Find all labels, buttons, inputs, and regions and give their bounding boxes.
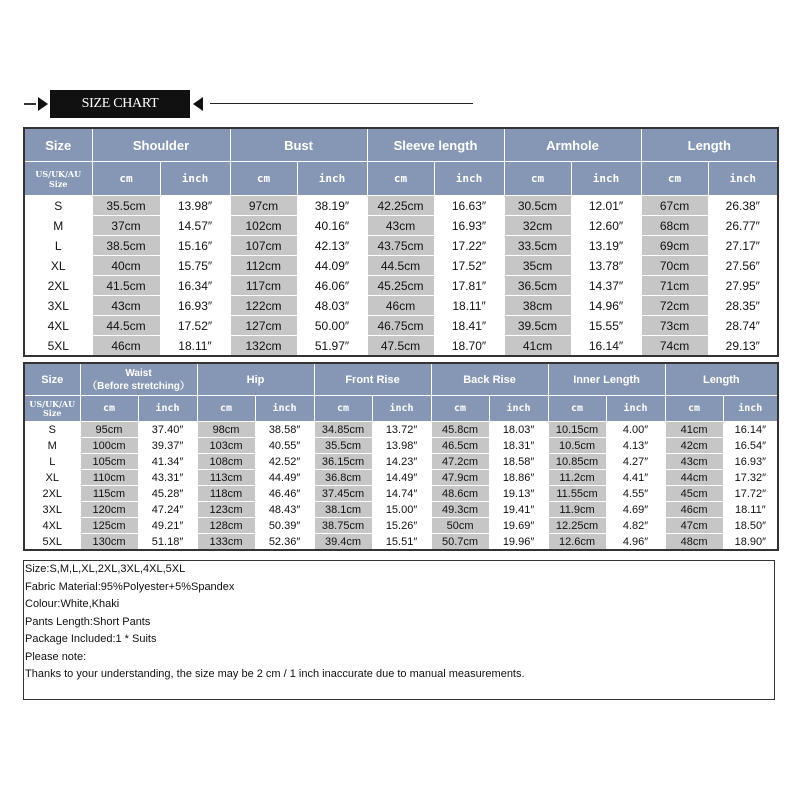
cm-cell: 35.5cm — [314, 438, 372, 454]
size-region-header — [24, 396, 80, 422]
cm-cell: 37.45cm — [314, 486, 372, 502]
inch-cell: 46.06″ — [297, 276, 367, 296]
inch-cell: 4.27″ — [606, 454, 665, 470]
top-header-row — [24, 128, 778, 162]
inch-cell: 51.18″ — [138, 534, 197, 551]
inch-cell: 16.93″ — [723, 454, 778, 470]
cm-cell: 117cm — [230, 276, 297, 296]
inch-cell: 38.58″ — [255, 422, 314, 438]
header-armhole: Armhole — [504, 128, 641, 162]
inch-cell: 47.24″ — [138, 502, 197, 518]
inch-cell: 46.46″ — [255, 486, 314, 502]
inch-cell: 4.69″ — [606, 502, 665, 518]
cm-cell: 113cm — [197, 470, 255, 486]
size-cell: L — [24, 454, 80, 470]
unit-inch: inch — [571, 162, 641, 196]
inch-cell: 40.16″ — [297, 216, 367, 236]
size-region-label: US/UK/AU — [29, 398, 76, 409]
inch-cell: 17.32″ — [723, 470, 778, 486]
cm-cell: 38cm — [504, 296, 571, 316]
inch-cell: 4.96″ — [606, 534, 665, 551]
table-row — [24, 236, 778, 256]
header-shoulder: Shoulder — [92, 128, 230, 162]
unit-cm: cm — [431, 396, 489, 422]
inch-cell: 42.13″ — [297, 236, 367, 256]
note-package: Package Included:1 * Suits — [25, 633, 157, 645]
header-waist-note: （Before stretching） — [87, 380, 190, 392]
inch-cell: 15.16″ — [160, 236, 230, 256]
inch-cell: 12.60″ — [571, 216, 641, 236]
cm-cell: 47.5cm — [367, 336, 434, 357]
banner-left-dash — [24, 103, 36, 105]
inch-cell: 15.51″ — [372, 534, 431, 551]
cm-cell: 40cm — [92, 256, 160, 276]
inch-cell: 18.11″ — [160, 336, 230, 357]
cm-cell: 46.75cm — [367, 316, 434, 336]
cm-cell: 33.5cm — [504, 236, 571, 256]
cm-cell: 36.15cm — [314, 454, 372, 470]
table-row — [24, 470, 778, 486]
cm-cell: 39.4cm — [314, 534, 372, 551]
cm-cell: 107cm — [230, 236, 297, 256]
inch-cell: 16.34″ — [160, 276, 230, 296]
size-cell: L — [24, 236, 92, 256]
cm-cell: 50.7cm — [431, 534, 489, 551]
cm-cell: 32cm — [504, 216, 571, 236]
cm-cell: 41cm — [504, 336, 571, 357]
size-cell: 4XL — [24, 518, 80, 534]
cm-cell: 46.5cm — [431, 438, 489, 454]
banner-title: SIZE CHART — [50, 90, 190, 118]
inch-cell: 18.03″ — [489, 422, 548, 438]
table-row — [24, 316, 778, 336]
cm-cell: 47cm — [665, 518, 723, 534]
inch-cell: 13.19″ — [571, 236, 641, 256]
cm-cell: 46cm — [665, 502, 723, 518]
top-size-table — [23, 127, 779, 357]
cm-cell: 100cm — [80, 438, 138, 454]
size-cell: 5XL — [24, 534, 80, 551]
inch-cell: 17.81″ — [434, 276, 504, 296]
inch-cell: 17.52″ — [434, 256, 504, 276]
cm-cell: 43cm — [367, 216, 434, 236]
cm-cell: 72cm — [641, 296, 708, 316]
size-region-label: US/UK/AU — [35, 168, 82, 179]
note-pants-length: Pants Length:Short Pants — [25, 615, 151, 628]
table-row — [24, 454, 778, 470]
inch-cell: 4.00″ — [606, 422, 665, 438]
cm-cell: 123cm — [197, 502, 255, 518]
unit-inch: inch — [297, 162, 367, 196]
cm-cell: 39.5cm — [504, 316, 571, 336]
size-cell: S — [24, 196, 92, 216]
note-accuracy: Thanks to your understanding, the size may be 2 cm / 1 inch inaccurate due to manual measurements. — [25, 668, 525, 680]
header-length: Length — [641, 128, 778, 162]
cm-cell: 122cm — [230, 296, 297, 316]
cm-cell: 12.25cm — [548, 518, 606, 534]
size-cell: M — [24, 216, 92, 236]
table-row — [24, 196, 778, 216]
inch-cell: 50.39″ — [255, 518, 314, 534]
inch-cell: 48.43″ — [255, 502, 314, 518]
inch-cell: 16.14″ — [723, 422, 778, 438]
size-cell: 3XL — [24, 296, 92, 316]
inch-cell: 15.00″ — [372, 502, 431, 518]
header-waist-label: Waist — [125, 367, 152, 379]
cm-cell: 48.6cm — [431, 486, 489, 502]
inch-cell: 19.96″ — [489, 534, 548, 551]
inch-cell: 42.52″ — [255, 454, 314, 470]
cm-cell: 103cm — [197, 438, 255, 454]
inch-cell: 15.75″ — [160, 256, 230, 276]
unit-inch: inch — [138, 396, 197, 422]
inch-cell: 18.11″ — [434, 296, 504, 316]
cm-cell: 108cm — [197, 454, 255, 470]
cm-cell: 45cm — [665, 486, 723, 502]
bottom-unit-row — [24, 396, 778, 422]
cm-cell: 42.25cm — [367, 196, 434, 216]
header-size: Size — [24, 363, 80, 396]
header-length: Length — [665, 363, 778, 396]
cm-cell: 11.9cm — [548, 502, 606, 518]
table-row — [24, 296, 778, 316]
cm-cell: 38.5cm — [92, 236, 160, 256]
cm-cell: 43cm — [665, 454, 723, 470]
cm-cell: 97cm — [230, 196, 297, 216]
unit-inch: inch — [489, 396, 548, 422]
inch-cell: 19.41″ — [489, 502, 548, 518]
header-sleeve-length: Sleeve length — [367, 128, 504, 162]
table-row — [24, 502, 778, 518]
cm-cell: 36.8cm — [314, 470, 372, 486]
header-waist — [80, 363, 197, 396]
inch-cell: 18.90″ — [723, 534, 778, 551]
inch-cell: 19.13″ — [489, 486, 548, 502]
inch-cell: 40.55″ — [255, 438, 314, 454]
cm-cell: 71cm — [641, 276, 708, 296]
inch-cell: 13.98″ — [160, 196, 230, 216]
unit-cm: cm — [197, 396, 255, 422]
inch-cell: 29.13″ — [708, 336, 778, 357]
cm-cell: 118cm — [197, 486, 255, 502]
inch-cell: 51.97″ — [297, 336, 367, 357]
product-notes — [23, 560, 775, 700]
inch-cell: 28.74″ — [708, 316, 778, 336]
inch-cell: 4.13″ — [606, 438, 665, 454]
size-cell: XL — [24, 256, 92, 276]
unit-cm: cm — [230, 162, 297, 196]
bottom-header-row — [24, 363, 778, 396]
inch-cell: 16.54″ — [723, 438, 778, 454]
inch-cell: 26.77″ — [708, 216, 778, 236]
table-row — [24, 422, 778, 438]
inch-cell: 18.50″ — [723, 518, 778, 534]
table-row — [24, 276, 778, 296]
table-row — [24, 256, 778, 276]
table-row — [24, 486, 778, 502]
cm-cell: 41.5cm — [92, 276, 160, 296]
unit-cm: cm — [367, 162, 434, 196]
unit-cm: cm — [504, 162, 571, 196]
cm-cell: 47.2cm — [431, 454, 489, 470]
inch-cell: 18.70″ — [434, 336, 504, 357]
cm-cell: 46cm — [367, 296, 434, 316]
unit-inch: inch — [606, 396, 665, 422]
cm-cell: 50cm — [431, 518, 489, 534]
note-fabric: Fabric Material:95%Polyester+5%Spandex — [25, 580, 235, 593]
unit-inch: inch — [160, 162, 230, 196]
inch-cell: 14.74″ — [372, 486, 431, 502]
cm-cell: 44.5cm — [367, 256, 434, 276]
cm-cell: 30.5cm — [504, 196, 571, 216]
cm-cell: 36.5cm — [504, 276, 571, 296]
top-table-body — [24, 196, 778, 357]
inch-cell: 27.56″ — [708, 256, 778, 276]
inch-cell: 48.03″ — [297, 296, 367, 316]
inch-cell: 13.72″ — [372, 422, 431, 438]
inch-cell: 14.96″ — [571, 296, 641, 316]
inch-cell: 18.11″ — [723, 502, 778, 518]
inch-cell: 41.34″ — [138, 454, 197, 470]
cm-cell: 45.8cm — [431, 422, 489, 438]
bottom-size-table — [23, 362, 779, 551]
inch-cell: 4.55″ — [606, 486, 665, 502]
inch-cell: 27.17″ — [708, 236, 778, 256]
note-sizes: Size:S,M,L,XL,2XL,3XL,4XL,5XL — [25, 563, 186, 575]
size-cell: 2XL — [24, 486, 80, 502]
inch-cell: 18.58″ — [489, 454, 548, 470]
banner-right-line — [210, 103, 473, 104]
unit-cm: cm — [92, 162, 160, 196]
inch-cell: 16.93″ — [434, 216, 504, 236]
inch-cell: 49.21″ — [138, 518, 197, 534]
table-row — [24, 438, 778, 454]
banner-right-arrow — [193, 97, 203, 111]
cm-cell: 46cm — [92, 336, 160, 357]
inch-cell: 44.49″ — [255, 470, 314, 486]
unit-inch: inch — [434, 162, 504, 196]
header-size: Size — [24, 128, 92, 162]
inch-cell: 12.01″ — [571, 196, 641, 216]
inch-cell: 16.14″ — [571, 336, 641, 357]
inch-cell: 13.78″ — [571, 256, 641, 276]
cm-cell: 49.3cm — [431, 502, 489, 518]
unit-cm: cm — [80, 396, 138, 422]
cm-cell: 37cm — [92, 216, 160, 236]
cm-cell: 98cm — [197, 422, 255, 438]
unit-cm: cm — [641, 162, 708, 196]
cm-cell: 74cm — [641, 336, 708, 357]
cm-cell: 110cm — [80, 470, 138, 486]
cm-cell: 38.1cm — [314, 502, 372, 518]
cm-cell: 102cm — [230, 216, 297, 236]
cm-cell: 42cm — [665, 438, 723, 454]
inch-cell: 4.41″ — [606, 470, 665, 486]
cm-cell: 69cm — [641, 236, 708, 256]
header-back-rise: Back Rise — [431, 363, 548, 396]
inch-cell: 43.31″ — [138, 470, 197, 486]
cm-cell: 10.15cm — [548, 422, 606, 438]
unit-cm: cm — [548, 396, 606, 422]
inch-cell: 14.49″ — [372, 470, 431, 486]
cm-cell: 44.5cm — [92, 316, 160, 336]
inch-cell: 15.55″ — [571, 316, 641, 336]
cm-cell: 11.55cm — [548, 486, 606, 502]
size-region-sublabel: Size — [49, 178, 68, 189]
cm-cell: 38.75cm — [314, 518, 372, 534]
size-cell: 5XL — [24, 336, 92, 357]
table-row — [24, 534, 778, 551]
inch-cell: 18.41″ — [434, 316, 504, 336]
header-bust: Bust — [230, 128, 367, 162]
top-unit-row — [24, 162, 778, 196]
cm-cell: 44cm — [665, 470, 723, 486]
table-row — [24, 518, 778, 534]
cm-cell: 48cm — [665, 534, 723, 551]
note-colour: Colour:White,Khaki — [25, 598, 120, 610]
size-region-header — [24, 162, 92, 196]
cm-cell: 125cm — [80, 518, 138, 534]
size-cell: 4XL — [24, 316, 92, 336]
cm-cell: 41cm — [665, 422, 723, 438]
cm-cell: 67cm — [641, 196, 708, 216]
inch-cell: 26.38″ — [708, 196, 778, 216]
unit-inch: inch — [708, 162, 778, 196]
size-cell: M — [24, 438, 80, 454]
unit-cm: cm — [665, 396, 723, 422]
cm-cell: 105cm — [80, 454, 138, 470]
cm-cell: 70cm — [641, 256, 708, 276]
size-cell: S — [24, 422, 80, 438]
cm-cell: 35cm — [504, 256, 571, 276]
table-row — [24, 336, 778, 357]
inch-cell: 44.09″ — [297, 256, 367, 276]
size-cell: XL — [24, 470, 80, 486]
cm-cell: 128cm — [197, 518, 255, 534]
cm-cell: 11.2cm — [548, 470, 606, 486]
cm-cell: 115cm — [80, 486, 138, 502]
cm-cell: 12.6cm — [548, 534, 606, 551]
inch-cell: 16.63″ — [434, 196, 504, 216]
header-front-rise: Front Rise — [314, 363, 431, 396]
unit-inch: inch — [372, 396, 431, 422]
inch-cell: 14.37″ — [571, 276, 641, 296]
cm-cell: 34.85cm — [314, 422, 372, 438]
cm-cell: 68cm — [641, 216, 708, 236]
cm-cell: 43.75cm — [367, 236, 434, 256]
size-cell: 3XL — [24, 502, 80, 518]
inch-cell: 19.69″ — [489, 518, 548, 534]
inch-cell: 45.28″ — [138, 486, 197, 502]
cm-cell: 120cm — [80, 502, 138, 518]
cm-cell: 132cm — [230, 336, 297, 357]
inch-cell: 18.86″ — [489, 470, 548, 486]
table-row — [24, 216, 778, 236]
cm-cell: 127cm — [230, 316, 297, 336]
inch-cell: 39.37″ — [138, 438, 197, 454]
cm-cell: 10.85cm — [548, 454, 606, 470]
inch-cell: 13.98″ — [372, 438, 431, 454]
inch-cell: 14.57″ — [160, 216, 230, 236]
cm-cell: 112cm — [230, 256, 297, 276]
unit-cm: cm — [314, 396, 372, 422]
size-cell: 2XL — [24, 276, 92, 296]
inch-cell: 17.22″ — [434, 236, 504, 256]
inch-cell: 27.95″ — [708, 276, 778, 296]
note-please-note: Please note: — [25, 650, 87, 663]
inch-cell: 14.23″ — [372, 454, 431, 470]
cm-cell: 43cm — [92, 296, 160, 316]
inch-cell: 4.82″ — [606, 518, 665, 534]
cm-cell: 35.5cm — [92, 196, 160, 216]
size-region-sublabel: Size — [43, 407, 62, 418]
inch-cell: 16.93″ — [160, 296, 230, 316]
inch-cell: 50.00″ — [297, 316, 367, 336]
header-inner-length: Inner Length — [548, 363, 665, 396]
inch-cell: 38.19″ — [297, 196, 367, 216]
banner-left-arrow — [38, 97, 48, 111]
inch-cell: 17.52″ — [160, 316, 230, 336]
inch-cell: 17.72″ — [723, 486, 778, 502]
header-hip: Hip — [197, 363, 314, 396]
cm-cell: 45.25cm — [367, 276, 434, 296]
cm-cell: 47.9cm — [431, 470, 489, 486]
bottom-table-body — [24, 422, 778, 551]
cm-cell: 95cm — [80, 422, 138, 438]
size-chart-banner — [0, 86, 800, 126]
inch-cell: 28.35″ — [708, 296, 778, 316]
inch-cell: 37.40″ — [138, 422, 197, 438]
inch-cell: 52.36″ — [255, 534, 314, 551]
unit-inch: inch — [723, 396, 778, 422]
cm-cell: 73cm — [641, 316, 708, 336]
inch-cell: 15.26″ — [372, 518, 431, 534]
unit-inch: inch — [255, 396, 314, 422]
inch-cell: 18.31″ — [489, 438, 548, 454]
cm-cell: 130cm — [80, 534, 138, 551]
cm-cell: 133cm — [197, 534, 255, 551]
cm-cell: 10.5cm — [548, 438, 606, 454]
